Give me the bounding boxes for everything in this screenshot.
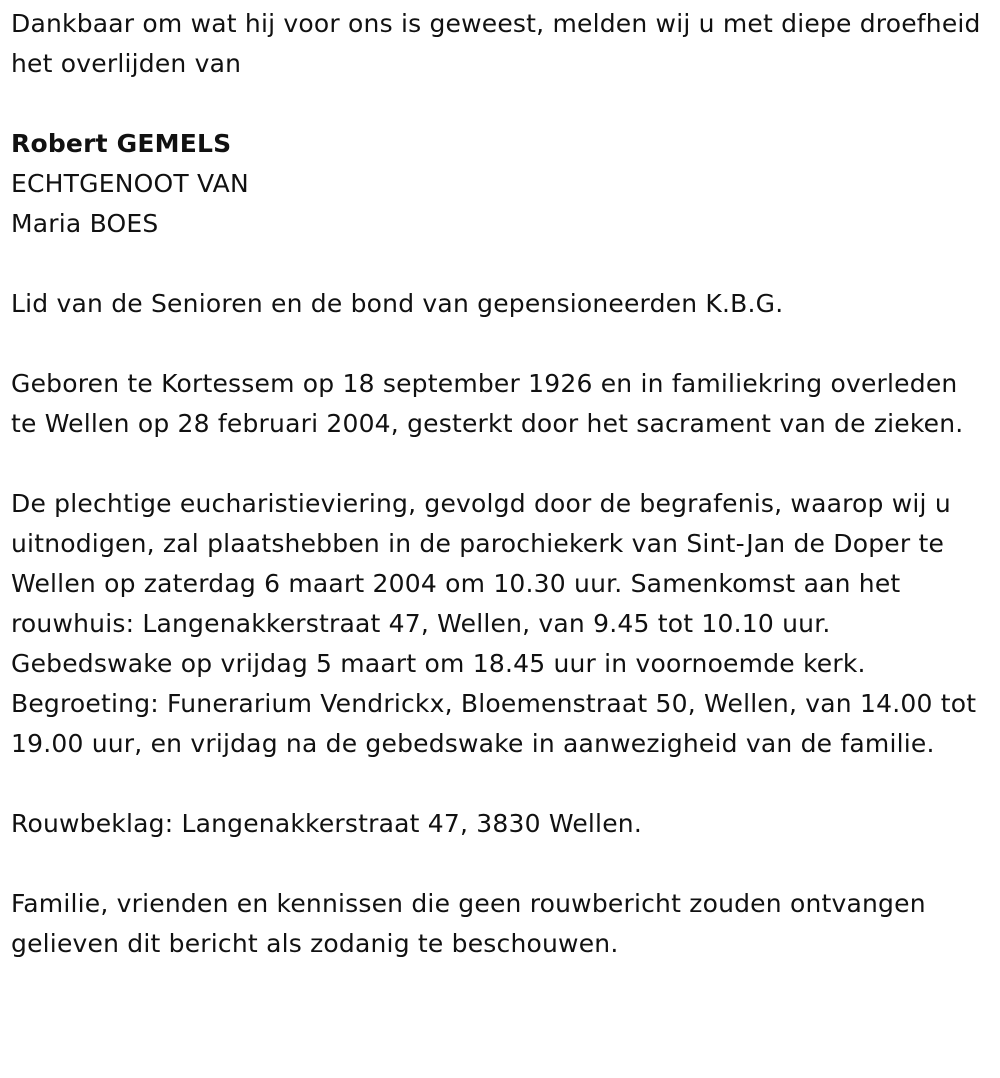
spacer bbox=[11, 844, 991, 884]
birth-death-paragraph: Geboren te Kortessem op 18 september 1926 en in familiekring overleden te Wellen op 28 februari 2004, gesterkt door het sacrament van de zieken. bbox=[11, 369, 964, 438]
ceremony-paragraph: De plechtige eucharistieviering, gevolgd door de begrafenis, waarop wij u uitnodigen, zal plaatshebben in de parochiekerk van Sint-Jan de Doper te Wellen op zaterdag 6 maart 2004 om 10.30 uur. Samenkomst aan het rouwhuis: Langenakkerstraat 47, Wellen, van 9.45 tot 10.10 uur. Gebedswake op vrijdag 5 maart om 18.45 uur in voornoemde kerk. Begroeting: Funerarium Vendrickx, Bloemenstraat 50, Wellen, van 14.00 tot 19.00 uur, en vrijdag na de gebedswake in aanwezigheid van de familie. bbox=[11, 489, 977, 758]
obituary-text bbox=[11, 4, 991, 964]
condolence-address: Rouwbeklag: Langenakkerstraat 47, 3830 Wellen. bbox=[11, 809, 642, 838]
spacer bbox=[11, 324, 991, 364]
spacer bbox=[11, 84, 991, 124]
spouse-name: Maria BOES bbox=[11, 209, 159, 238]
closing-paragraph: Familie, vrienden en kennissen die geen rouwbericht zouden ontvangen gelieven dit bericht als zodanig te beschouwen. bbox=[11, 889, 926, 958]
relation-label: ECHTGENOOT VAN bbox=[11, 169, 249, 198]
intro-paragraph: Dankbaar om wat hij voor ons is geweest, melden wij u met diepe droefheid het overlijden van bbox=[11, 9, 981, 78]
spacer bbox=[11, 444, 991, 484]
membership-paragraph: Lid van de Senioren en de bond van gepensioneerden K.B.G. bbox=[11, 289, 784, 318]
spacer bbox=[11, 764, 991, 804]
spacer bbox=[11, 244, 991, 284]
deceased-name: Robert GEMELS bbox=[11, 129, 232, 158]
